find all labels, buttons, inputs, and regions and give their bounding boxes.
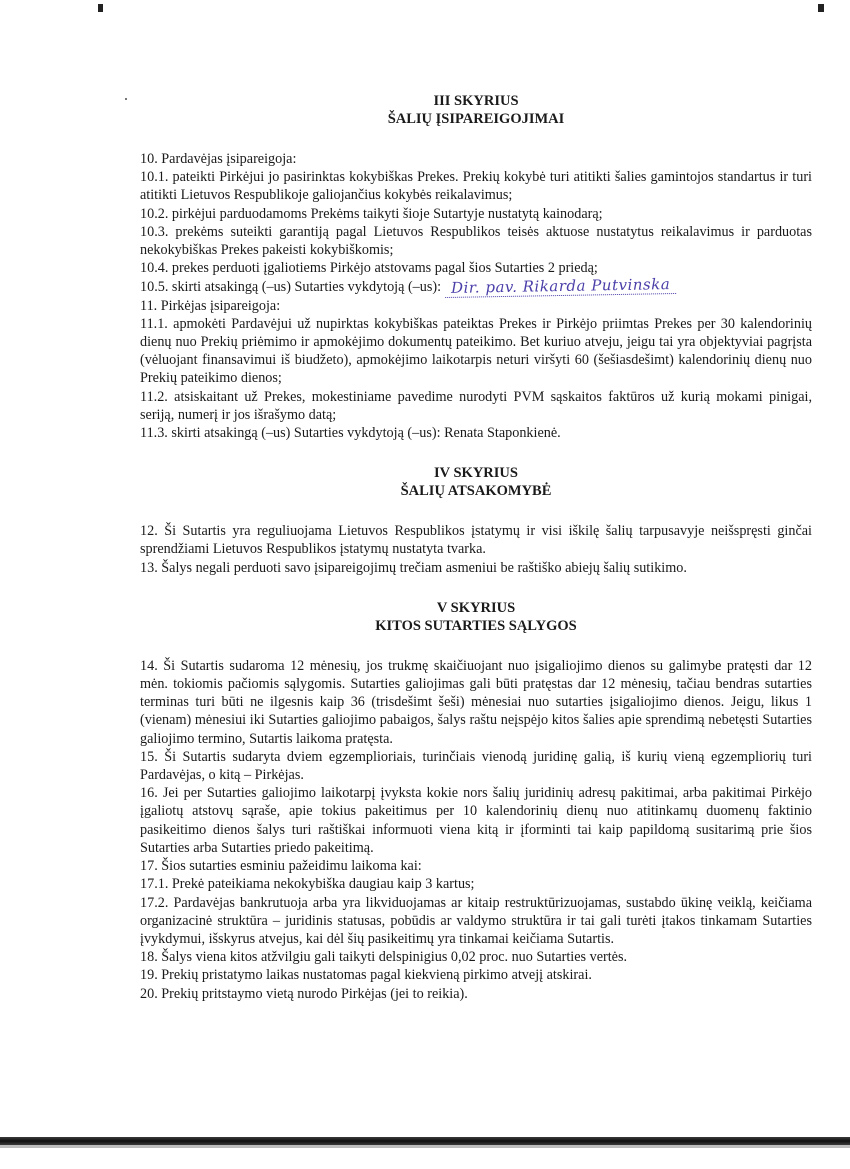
- clause-20: 20. Prekių pritstaymo vietą nurodo Pirkėjas (jei to reikia).: [140, 985, 468, 1002]
- clause-11: 11. Pirkėjas įsipareigoja:: [140, 297, 281, 314]
- clause-17-1: 17.1. Prekė pateikiama nekokybiška daugiau kaip 3 kartus;: [140, 876, 475, 893]
- clause-10-2: 10.2. pirkėjui parduodamoms Prekėms taikyti šioje Sutartyje nustatytą kainodarą;: [140, 205, 603, 222]
- clause-11-1: 11.1. apmokėti Pardavėjui už nupirktas kokybiškas pateiktas Prekes ir Pirkėjo priimtas Prekes per 30 kalendorinių dienų nuo Prekių priėmimo ir apmokėjimo dokumentų pateikimo. Bet kuriuo atveju, jeigu tai yra objektyviai pagrįsta (vėluojant finansavimui iš biudžeto), apmokėjimo laikotarpis neturi viršyti 60 (šešiasdešimt) kalendorinių dienų nuo Prekių pateikimo dienos;: [140, 315, 812, 387]
- clause-10-1: 10.1. pateikti Pirkėjui jo pasirinktas kokybiškas Prekes. Prekių kokybė turi atitikti šalies gamintojos standartus ir turi atitikti Lietuvos Respublikoje galiojančius kokybės reikalavimus;: [140, 169, 812, 204]
- clause-17-2: 17.2. Pardavėjas bankrutuoja arba yra likviduojamas ar kitaip restruktūrizuojamas, sustabdo ūkinę veiklą, keičiama organizacinė struktūra – juridinis statusas, pobūdis ar valdymo struktūra ir tai gali turėti įtakos tinkamam Sutarties įvykdymui, išskyrus atvejus, kai dėl šių pasikeitimų yra tinkamai keičiama Sutartis.: [140, 894, 812, 947]
- scan-bottom-edge: [0, 1137, 850, 1145]
- clause-16: 16. Jei per Sutarties galiojimo laikotarpį įvyksta kokie nors šalių juridinių adresų pakitimai, arba pakitimai Pirkėjo įgaliotų atstovų sąraše, apie tokius pakeitimus per 10 kalendorinių dienų nuo atitinkamų duomenų faktinio pasikeitimo dienos šalys turi raštiškai informuoti viena kitą ir įforminti tai kaip papildomą susitarimą prie šios Sutarties arba Sutarties priedo pakeitimą.: [140, 785, 812, 856]
- clause-10: 10. Pardavėjas įsipareigoja:: [140, 151, 297, 167]
- clause-10-3: 10.3. prekėms suteikti garantiją pagal Lietuvos Respublikos teisės aktuose nustatytus reikalavimus ir parduotas nekokybiškas Prekes pakeisti kokybiškomis;: [140, 223, 812, 259]
- section-5-number: V SKYRIUS: [436, 599, 516, 616]
- clause-10-4: 10.4. prekes perduoti įgaliotiems Pirkėjo atstovams pagal šios Sutarties 2 priedą;: [140, 260, 598, 277]
- clause-12: 12. Ši Sutartis yra reguliuojama Lietuvos Respublikos įstatymų ir visi iškilę šalių tarpusavyje neišspręsti ginčai sprendžiami Lietuvos Respublikos įstatymų nustatyta tvarka.: [140, 523, 812, 558]
- document-page: [140, 92, 812, 1003]
- section-3-title: ŠALIŲ ĮSIPAREIGOJIMAI: [387, 111, 565, 127]
- scan-artifact: [125, 98, 127, 100]
- section-4-number: IV SKYRIUS: [434, 465, 518, 482]
- scan-artifact: [818, 4, 824, 12]
- clause-17: 17. Šios sutarties esminiu pažeidimu laikoma kai:: [140, 858, 422, 875]
- clause-14: 14. Ši Sutartis sudaroma 12 mėnesių, jos trukmę skaičiuojant nuo įsigaliojimo dienos su galimybe pratęsti dar 12 mėn. tokiomis pačiomis sąlygomis. Sutarties galiojimas gali būti pratęstas dar 12 mėnesių, tačiau bendras sutarties terminas turi būti ne ilgesnis kaip 36 (trisdešimt šeši) mėnesiai nuo sutarties įsigaliojimo dienos. Jeigu, likus 1 (vienam) mėnesiui iki Sutarties galiojimo pabaigos, šalys raštu neįspėjo kitos šalies apie sprendimą nebetęsti Sutarties galiojimo termino, Sutartis laikoma pratęsta.: [140, 657, 812, 747]
- clause-11-2: 11.2. atsiskaitant už Prekes, mokestiniame pavedime nurodyti PVM sąskaitos faktūros už kurią mokami pinigai, seriją, numerį ir jos išrašymo datą;: [140, 388, 812, 423]
- section-5-title: KITOS SUTARTIES SĄLYGOS: [375, 617, 577, 634]
- clause-19: 19. Prekių pristatymo laikas nustatomas pagal kiekvieną pirkimo atvejį atskirai.: [140, 967, 592, 984]
- section-3-number: III SKYRIUS: [433, 93, 519, 109]
- scan-bottom-edge-shadow: [0, 1145, 850, 1148]
- handwritten-name: Dir. pav. Rikarda Putvinska: [444, 275, 676, 298]
- clause-10-5-text: 10.5. skirti atsakingą (–us) Sutarties vykdytoją (–us):: [140, 279, 442, 296]
- clause-18: 18. Šalys viena kitos atžvilgiu gali taikyti delspinigius 0,02 proc. nuo Sutarties vertės.: [140, 949, 628, 966]
- clause-13: 13. Šalys negali perduoti savo įsipareigojimų trečiam asmeniui be raštiško abiejų šalių sutikimo.: [140, 559, 687, 576]
- scan-artifact: [98, 4, 103, 12]
- section-4-title: ŠALIŲ ATSAKOMYBĖ: [400, 483, 552, 500]
- clause-15: 15. Ši Sutartis sudaryta dviem egzemplioriais, turinčiais vienodą juridinę galią, iš kurių vieną egzempliorių turi Pardavėjas, o kitą – Pirkėjas.: [140, 748, 812, 784]
- clause-11-3: 11.3. skirti atsakingą (–us) Sutarties vykdytoją (–us): Renata Staponkienė.: [140, 425, 561, 442]
- clause-10-5: [140, 277, 812, 296]
